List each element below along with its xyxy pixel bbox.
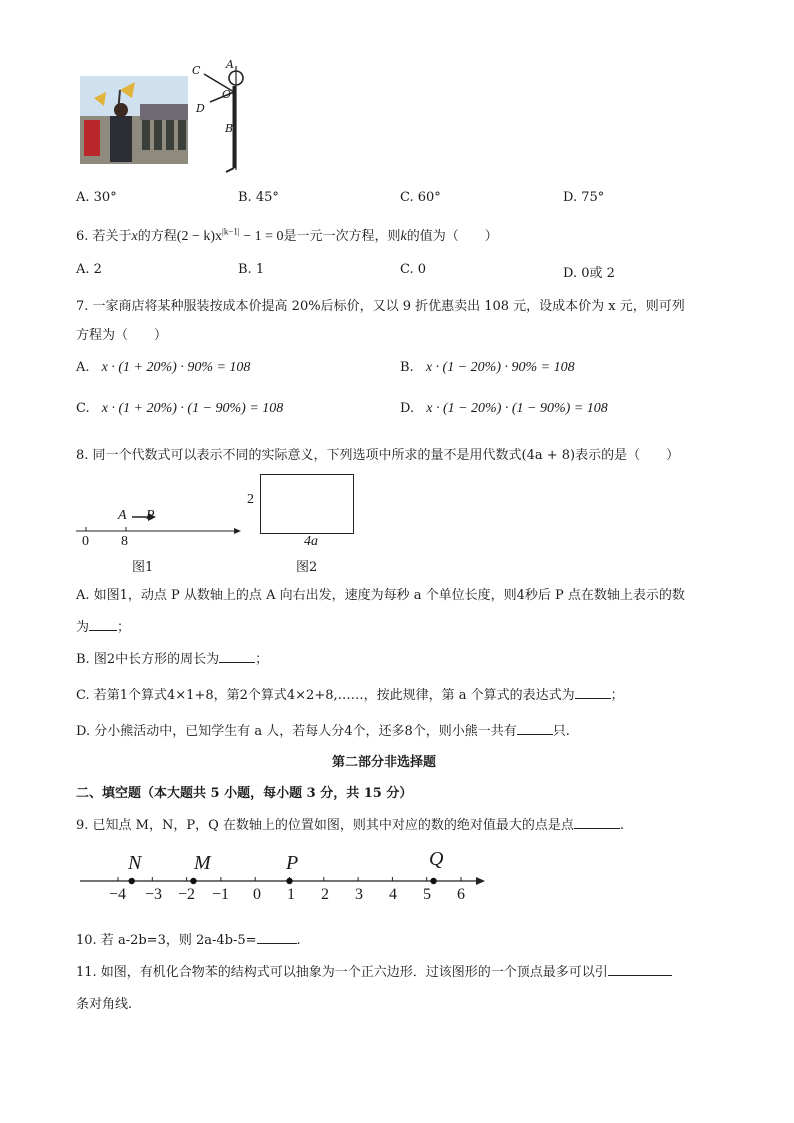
q8-fig2-side-label: 2	[247, 492, 254, 507]
q7-option-b	[400, 360, 575, 376]
q9-tick-label: 2	[321, 886, 329, 903]
q5-label-d: D	[196, 102, 205, 115]
q10-stem-text: 10. 若 a-2b=3，则 2a-4b-5=	[76, 933, 257, 948]
q5-option-c: C. 60°	[400, 190, 441, 205]
q7-option-d-letter: D.	[400, 401, 415, 416]
q11-line2: 条对角线.	[76, 997, 133, 1012]
q9-point-p	[286, 878, 292, 884]
q10-end: .	[296, 933, 301, 948]
q5-photo	[80, 76, 188, 164]
q6-option-c: C. 0	[400, 262, 427, 277]
q11-blank[interactable]	[608, 963, 672, 976]
q9-tick-label: −4	[109, 886, 127, 903]
q8-option-a-semicolon: ；	[117, 620, 131, 635]
q5-label-b: B	[225, 122, 234, 135]
q7-option-b-letter: B.	[400, 360, 414, 375]
q8-fig1-tick-0: 0	[82, 534, 89, 549]
q7-option-c-expr: x · (1 + 20%) · (1 − 90%) = 108	[101, 401, 284, 416]
q9-number-line	[76, 846, 496, 908]
q8-option-a-line2	[76, 616, 130, 635]
q11-line1-text: 11. 如图，有机化合物苯的结构式可以抽象为一个正六边形．过该图形的一个顶点最多可以引	[76, 965, 608, 980]
q6-option-a: A. 2	[76, 262, 102, 277]
q9-tick-label: −2	[178, 886, 196, 903]
q6-var-x: x	[131, 229, 138, 244]
q9-tick-label: −1	[212, 886, 230, 903]
q7-option-c-letter: C.	[76, 401, 90, 416]
q8-fig2-bottom-label: 4a	[304, 534, 318, 549]
q9-tick-label: 5	[423, 886, 431, 903]
q5-stick-figure	[188, 58, 258, 178]
q10-stem	[76, 929, 301, 948]
q7-option-a	[76, 360, 250, 376]
q8-fig1-tick-8: 8	[121, 534, 128, 549]
q9-point-m	[190, 878, 196, 884]
q8-fig2-rectangle	[260, 474, 354, 534]
q8-fig1-point-p: P	[146, 508, 155, 523]
q8-option-b-text: B. 图2中长方形的周长为	[76, 652, 220, 667]
q8-option-b-semicolon: ；	[255, 652, 269, 667]
q9-tick-label: 4	[389, 886, 397, 903]
q9-label-p: P	[286, 852, 299, 874]
q9-tick-label: 0	[253, 886, 261, 903]
q8-option-c-text: C. 若第1个算式4×1+8，第2个算式4×2+8,……，按此规律，第 a 个算式的表达式为	[76, 688, 575, 703]
q8-option-c-semicolon: ；	[610, 688, 624, 703]
q8-option-d-text: D. 分小熊活动中，已知学生有 a 人，若每人分4个，还多8个，则小熊一共有	[76, 724, 517, 739]
q8-option-d-end: 只.	[552, 724, 570, 739]
q7-option-c	[76, 401, 283, 417]
section-fill-in-heading: 二、填空题（本大题共 5 小题，每小题 3 分，共 15 分）	[76, 786, 413, 801]
q9-point-n	[129, 878, 135, 884]
q9-tick-label: 1	[287, 886, 295, 903]
q7-option-a-expr: x · (1 + 20%) · 90% = 108	[101, 360, 251, 375]
q8-option-a-line2-text: 为	[76, 620, 90, 635]
q7-option-d	[400, 401, 608, 417]
q6-option-b: B. 1	[238, 262, 265, 277]
q8-figure-2	[244, 474, 364, 580]
q7-line2: 方程为（ ）	[76, 328, 168, 343]
q6-eq-left: (2 − k)x	[176, 229, 223, 244]
q6-prefix: 6. 若关于	[76, 229, 132, 244]
q9-label-n: N	[128, 852, 142, 874]
q9-label-m: M	[194, 852, 211, 874]
q5-option-b: B. 45°	[238, 190, 279, 205]
q7-option-a-letter: A.	[76, 360, 90, 375]
q9-blank[interactable]	[574, 816, 620, 829]
q6-var-k: k	[400, 229, 407, 244]
q8-option-c-blank[interactable]	[575, 686, 611, 699]
q5-option-d: D. 75°	[563, 190, 605, 205]
q8-fig1-point-a: A	[118, 508, 127, 523]
q6-stem	[76, 225, 498, 245]
q9-tick-label: −3	[145, 886, 163, 903]
q6-suffix: 是一元一次方程，则	[283, 229, 401, 244]
q5-option-a: A. 30°	[76, 190, 117, 205]
q6-end: 的值为（ ）	[406, 229, 498, 244]
q11-line1	[76, 961, 672, 980]
q9-point-q	[430, 878, 436, 884]
q6-option-d: D. 0或 2	[563, 266, 615, 281]
q5-label-o: O	[222, 88, 232, 101]
q6-eq-right: − 1 = 0	[239, 229, 284, 244]
q7-line1: 7. 一家商店将某种服装按成本价提高 20%后标价，又以 9 折优惠卖出 108 元，设成本价为 x 元，则可列	[76, 299, 685, 314]
q8-option-a-blank[interactable]	[89, 618, 117, 631]
q8-fig2-caption: 图2	[296, 560, 318, 575]
q9-tick-label: 3	[355, 886, 363, 903]
q8-option-d-blank[interactable]	[517, 722, 553, 735]
q8-option-c	[76, 684, 624, 703]
q8-fig1-caption: 图1	[132, 560, 154, 575]
q10-blank[interactable]	[257, 931, 297, 944]
q8-option-b-blank[interactable]	[219, 650, 255, 663]
q9-label-q: Q	[429, 848, 444, 870]
q8-option-d	[76, 720, 570, 739]
q9-end: .	[619, 818, 625, 833]
q7-option-b-expr: x · (1 − 20%) · 90% = 108	[425, 360, 575, 375]
q8-stem: 8. 同一个代数式可以表示不同的实际意义，下列选项中所求的量不是用代数式(4a + 8)表示的是（ ）	[76, 448, 680, 463]
q9-stem-text: 9. 已知点 M，N，P，Q 在数轴上的位置如图，则其中对应的数的绝对值最大的点是点	[76, 818, 574, 833]
q5-label-c: C	[192, 64, 201, 77]
q9-tick-label: 6	[457, 886, 465, 903]
q7-option-d-expr: x · (1 − 20%) · (1 − 90%) = 108	[426, 401, 608, 416]
q5-label-a: A	[226, 58, 234, 71]
q8-figure-1	[74, 500, 244, 580]
part2-heading: 第二部分非选择题	[332, 755, 437, 770]
q8-option-b	[76, 648, 268, 667]
q6-mid: 的方程	[137, 229, 177, 244]
q8-option-a-line1: A. 如图1，动点 P 从数轴上的点 A 向右出发，速度为每秒 a 个单位长度，则4秒后 P 点在数轴上表示的数	[76, 588, 685, 603]
q9-stem	[76, 814, 624, 833]
q6-exponent: |k−1|	[222, 226, 240, 237]
